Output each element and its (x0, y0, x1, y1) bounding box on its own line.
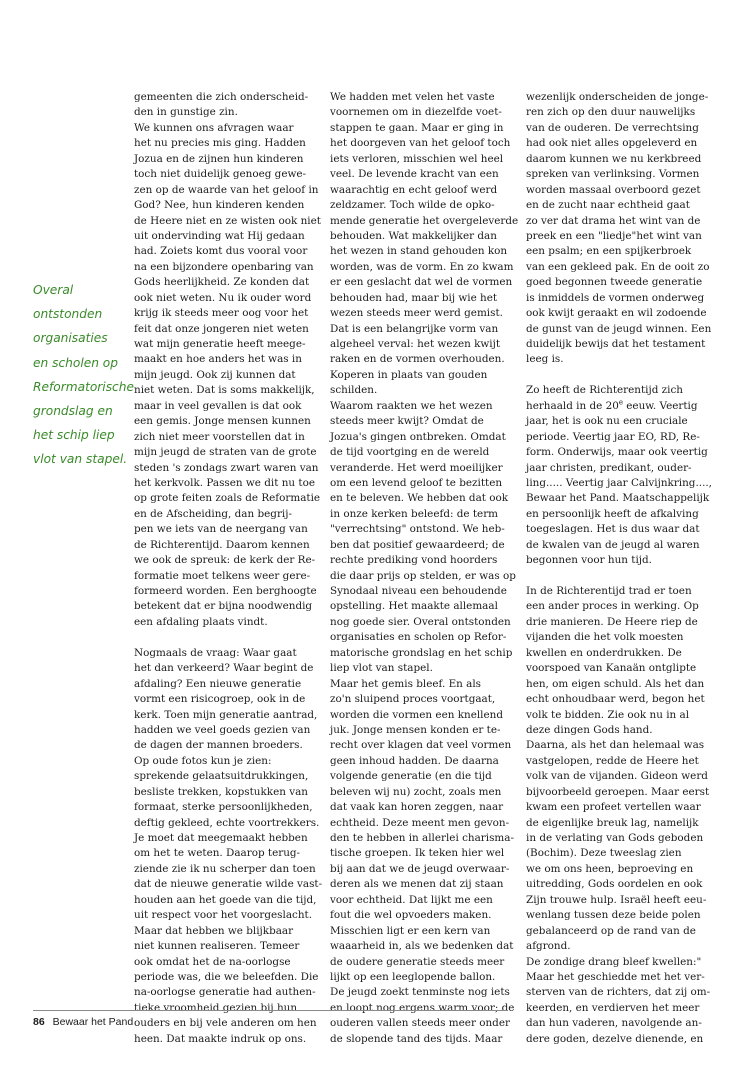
body-text-line: leeg is. (526, 353, 564, 366)
body-text-line: afgrond. (526, 940, 571, 953)
body-text-line: maakt en hoe anders het was in (134, 353, 302, 366)
body-text-line: en persoonlijk heeft de afkalving (526, 507, 699, 520)
body-text-line: veel. De levende kracht van een (330, 168, 499, 181)
paragraph-gap (526, 569, 706, 584)
body-text-line: zo'n sluipend proces voortgaat, (330, 693, 496, 706)
body-text-line: liep vlot van stapel. (330, 662, 433, 675)
body-text-line: toegeslagen. Het is dus waar dat (526, 523, 700, 536)
body-text-line: kwellen en onderdrukken. De (526, 646, 682, 659)
body-text-line: zeldzamer. Toch wilde de opko- (330, 199, 495, 212)
body-text-line: De jeugd zoekt tenminste nog iets (330, 986, 510, 999)
body-text-line: zich niet meer voorstellen dat in (134, 430, 305, 443)
text-column-2 (330, 90, 519, 1047)
body-text-line: betekent dat er bijna noodwendig (134, 600, 313, 613)
body-text-line: deze dingen Gods hand. (526, 723, 653, 736)
pull-quote-line: Overal (33, 283, 74, 297)
body-text-line: deftig gekleed, echte voortrekkers. (134, 816, 320, 829)
body-text-line: herhaald in de 20e eeuw. Veertig (526, 398, 698, 412)
body-text-line: de dagen der mannen broeders. (134, 739, 303, 752)
body-text-line: behouden. Wat makkelijker dan (330, 229, 497, 242)
body-text-line: volgende generatie (en die tijd (330, 770, 492, 783)
body-text-line: afdaling? Een nieuwe generatie (134, 677, 302, 690)
body-text-line: ling..... Veertig jaar Calvijnkring...., (526, 476, 712, 489)
body-text-line: drie manieren. De Heere riep de (526, 615, 698, 628)
body-text-line: ook omdat het de na-oorlogse (134, 955, 291, 968)
body-text-line: hadden we veel goeds gezien van (134, 723, 311, 736)
body-text-line: het wezen in stand gehouden kon (330, 245, 508, 258)
body-text-line: algeheel verval: het wezen kwijt (330, 338, 501, 350)
body-text-line: juk. Jonge mensen konden er te- (330, 723, 501, 736)
body-text-line: spreken van verlinksing. Vormen (526, 168, 700, 181)
body-text-line: besliste trekken, kopstukken van (134, 785, 308, 798)
body-text-line: recht over klagen dat veel vormen (330, 739, 512, 752)
body-text-line: steden 's zondags zwart waren van (134, 461, 319, 474)
body-text-line: Synodaal niveau een behoudende (330, 585, 507, 597)
body-text-line: zen op de waarde van het geloof in (134, 183, 319, 196)
body-text-line: bij aan dat we de jeugd overwaar- (330, 862, 510, 875)
body-text-line: ook kwijt geraakt en wil zodoende (526, 307, 707, 320)
body-text-line: dat vaak kan horen zeggen, naar (330, 801, 504, 814)
body-text-line: worden massaal overboord gezet (526, 183, 701, 196)
body-text-line: form. Onderwijs, maar ook veertig (526, 446, 708, 459)
body-text-line: fout die wel opvoeders maken. (330, 909, 492, 922)
body-text-line: formaat, sterke persoonlijkheden, (134, 801, 313, 814)
body-text-line: begonnen voor hun tijd. (526, 554, 652, 567)
body-text-line: duidelijk bewijs dat het testament (526, 338, 706, 350)
body-text-line: en loopt nog ergens warm voor; de (330, 1001, 515, 1014)
body-text-line: de slopende tand des tijds. Maar (330, 1032, 503, 1045)
body-text-line: geen inhoud hadden. De daarna (330, 754, 499, 767)
body-text-line: kwam een profeet vertellen waar (526, 801, 701, 814)
body-text-line: pen we iets van de neergang van (134, 523, 308, 536)
body-text-line: rechte prediking vond hoorders (330, 554, 498, 567)
pull-quote-line: organisaties (33, 331, 108, 346)
body-text-line: sprekende gelaatsuitdrukkingen, (134, 770, 309, 783)
body-text-line: dere goden, dezelve dienende, en (526, 1032, 704, 1045)
text-column-3 (526, 90, 712, 1047)
body-text-line: stappen te gaan. Maar er ging in (330, 121, 504, 134)
body-text-line: tieke vroomheid gezien bij hun (134, 1001, 298, 1014)
body-text-line: Maar het geschiedde met het ver- (526, 970, 705, 983)
footer-divider (33, 1010, 507, 1011)
body-text-line: Waarom raakten we het wezen (330, 399, 493, 412)
body-text-line: Gods heerlijkheid. Ze konden dat (134, 276, 310, 289)
body-text-line: De zondige drang bleef kwellen:" (526, 955, 702, 968)
body-text-line: Jozua's gingen ontbreken. Omdat (330, 430, 506, 443)
body-text-line: nog goede sier. Overal ontstonden (330, 615, 511, 628)
body-text-line: veranderde. Het werd moeilijker (330, 461, 503, 474)
body-text-line: opstelling. Het maakte allemaal (330, 600, 498, 613)
body-text-line: tische groepen. Ik teken hier wel (330, 847, 505, 860)
body-text-line: Dat is een belangrijke vorm van (330, 322, 499, 335)
body-text-line: Zijn trouwe hulp. Israël heeft eeu- (526, 893, 707, 906)
body-text-line: uit respect voor het voorgeslacht. (134, 909, 313, 922)
body-text-line: een afdaling plaats vindt. (134, 615, 268, 628)
paragraph-gap (526, 368, 706, 383)
pull-quote-line: het schip liep (33, 428, 115, 443)
body-text-line: mende generatie het overgeleverde (330, 214, 519, 227)
body-text-line: periode. Veertig jaar EO, RD, Re- (526, 430, 700, 443)
body-text-line: Koperen in plaats van gouden (330, 368, 488, 381)
body-text-line: na een bijzondere openbaring van (134, 260, 314, 273)
body-text-line: matorische grondslag en het schip (330, 646, 513, 659)
body-text-line: iets verloren, misschien wel heel (330, 152, 504, 165)
body-text-line: de tijd voortging en de wereld (330, 446, 490, 459)
body-text-line: en de Afscheiding, dan begrij- (134, 507, 292, 520)
body-text-line: had ook niet alles opgeleverd en (526, 137, 698, 150)
body-text-line: Je moet dat meegemaakt hebben (134, 832, 308, 844)
body-text-line: waaarheid in, als we bedenken dat (330, 940, 514, 953)
body-text-line: Nogmaals de vraag: Waar gaat (134, 646, 297, 659)
body-text-line: de oudere generatie steeds meer (330, 955, 505, 968)
body-text-line: voorspoed van Kanaän ontglipte (526, 662, 697, 675)
paragraph-gap (134, 630, 309, 645)
body-text-line: dat de nieuwe generatie wilde vast- (134, 878, 323, 891)
body-text-line: is inmiddels de vormen onderweg (526, 291, 705, 304)
body-text-line: uit ondervinding wat Hij gedaan (134, 229, 305, 242)
body-text-line: niet kunnen realiseren. Temeer (134, 940, 300, 953)
body-text-line: toch niet duidelijk genoeg gewe- (134, 168, 307, 181)
body-text-line: had. Zoiets komt dus vooral voor (134, 245, 308, 258)
body-text-line: er een geslacht dat wel de vormen (330, 276, 513, 289)
body-text-line: schilden. (330, 384, 378, 397)
body-text-line: jaar christen, predikant, ouder- (526, 461, 692, 474)
body-text-line: na-oorlogse generatie had authen- (134, 986, 316, 999)
body-text-line: krijg ik steeds meer oog voor het (134, 307, 309, 320)
body-text-line: dan hun vaderen, navolgende an- (526, 1017, 702, 1030)
body-text-line: ben dat positief gewaardeerd; de (330, 538, 505, 551)
body-text-line: Bewaar het Pand. Maatschappelijk (526, 492, 710, 505)
body-text-line: gemeenten die zich onderscheid- (134, 91, 309, 103)
body-text-line: den in gunstige zin. (134, 106, 238, 119)
body-text-line: zo ver dat drama het wint van de (526, 214, 701, 227)
body-text-line: Maar dat hebben we blijkbaar (134, 924, 294, 937)
text-column-1 (134, 90, 323, 1047)
body-text-line: Misschien ligt er een kern van (330, 924, 491, 937)
body-text-line: heen. Dat maakte indruk op ons. (134, 1032, 307, 1045)
body-text-line: vormt een risicogroep, ook in de (134, 693, 306, 706)
body-text-line: het kerkvolk. Passen we dit nu toe (134, 476, 315, 489)
pull-quote-line: vlot van stapel. (33, 452, 128, 467)
body-text-line: worden, was de vorm. En zo kwam (330, 260, 514, 273)
body-text-line: een gemis. Jonge mensen kunnen (134, 415, 311, 428)
body-text-line: echt onhoudbaar werd, begon het (526, 693, 705, 706)
pull-quote-line: grondslag en (33, 404, 113, 419)
body-text-line: organisaties en scholen op Refor- (330, 631, 507, 644)
body-text-line: preek en een "liedje"het wint van (526, 229, 702, 242)
body-text-line: deren als we menen dat zij staan (330, 878, 504, 891)
body-text-line: een ander proces in werking. Op (526, 600, 699, 613)
body-text-line: behouden had, maar bij wie het (330, 291, 498, 304)
body-text-line: van de ouderen. De verrechtsing (526, 121, 699, 134)
body-text-line: raken en de vormen overhouden. (330, 353, 505, 366)
body-text-line: kerk. Toen mijn generatie aantrad, (134, 708, 318, 721)
body-text-line: vijanden die het volk moesten (526, 631, 684, 644)
body-text-line: die daar prijs op stelden, er was op (330, 569, 516, 582)
body-text-line: vastgelopen, redde de Heere het (526, 754, 699, 767)
body-text-line: het nu precies mis ging. Hadden (134, 137, 306, 150)
body-text-line: ren zich op den duur nauwelijks (526, 106, 696, 119)
body-text-line: hen, om eigen schuld. Als het dan (526, 677, 705, 690)
body-text-line: goed begonnen tweede generatie (526, 276, 703, 289)
body-text-line: de Richterentijd. Daarom kennen (134, 538, 310, 551)
body-text-line: we om ons heen, beproeving en (526, 862, 694, 875)
body-text-line: daarom kunnen we nu kerkbreed (526, 152, 702, 165)
body-text-line: Daarna, als het dan helemaal was (526, 739, 705, 752)
body-text-line: in de verlating van Gods geboden (526, 832, 704, 844)
body-text-line: jaar, het is ook nu een cruciale (526, 415, 688, 428)
body-text-line: sterven van de richters, dat zij om- (526, 986, 711, 999)
body-text-line: uitredding, Gods oordelen en ook (526, 878, 703, 891)
body-text-line: We kunnen ons afvragen waar (134, 121, 294, 134)
body-text-line: wezen steeds meer werd gemist. (330, 307, 503, 320)
body-text-line: voornemen om in diezelfde voet- (330, 106, 502, 119)
body-text-line: ziende zie ik nu scherper dan toen (134, 862, 316, 875)
body-text-line: het doorgeven van het geloof toch (330, 137, 511, 150)
body-text-line: We hadden met velen het vaste (330, 91, 495, 103)
body-text-line: de kwalen van de jeugd al waren (526, 538, 700, 551)
body-text-line: de Heere niet en ze wisten ook niet (134, 214, 321, 227)
pull-quote-line: en scholen op (33, 355, 119, 370)
body-text-line: mijn jeugd. Ook zij kunnen dat (134, 368, 296, 381)
body-text-line: van een gekleed pak. En de ooit zo (526, 260, 710, 273)
body-text-line: periode was, die we beleefden. Die (134, 970, 319, 983)
body-text-line: wezenlijk onderscheiden de jonge- (526, 91, 709, 103)
body-text-line: (Bochim). Deze tweeslag zien (526, 847, 682, 860)
body-text-line: formeerd worden. Een berghoogte (134, 585, 317, 597)
body-text-line: mijn jeugd de straten van de grote (134, 446, 317, 459)
body-text-line: op grote feiten zoals de Reformatie (134, 492, 321, 505)
body-text-line: gebalanceerd op de rand van de (526, 924, 696, 937)
body-text-line: volk te bidden. Zie ook nu in al (526, 708, 690, 721)
body-text-line: formatie moet telkens weer gere- (134, 569, 311, 582)
body-text-line: worden die vormen een knellend (330, 708, 503, 721)
pull-quote-line: ontstonden (33, 307, 103, 322)
body-text-line: feit dat onze jongeren niet weten (134, 322, 309, 335)
body-text-line: Jozua en de zijnen hun kinderen (134, 152, 304, 165)
body-text-line: bijvoorbeeld geroepen. Maar eerst (526, 785, 710, 798)
body-text-line: ouders en bij vele anderen om hen (134, 1017, 317, 1030)
body-text-line: In de Richterentijd trad er toen (526, 585, 692, 597)
body-text-line: in onze kerken beleefd: de term (330, 507, 499, 520)
body-text-line: God? Nee, hun kinderen kenden (134, 199, 305, 212)
body-text-line: lijkt op een leeglopende ballon. (330, 970, 496, 983)
body-text-line: niet weten. Dat is soms makkelijk, (134, 384, 315, 397)
body-text-line: volk van de vijanden. Gideon werd (526, 770, 708, 783)
body-text-line: Maar het gemis bleef. En als (330, 677, 482, 690)
pull-quote (33, 278, 133, 472)
page-number: 86 (33, 1016, 45, 1028)
body-text-line: den te hebben in allerlei charisma- (330, 832, 514, 844)
body-text-line: om het te weten. Daarop terug- (134, 847, 301, 860)
body-text-line: beleven wij nu) zocht, zoals men (330, 785, 502, 798)
body-text-line: het dan verkeerd? Waar begint de (134, 662, 314, 675)
body-text-line: voor echtheid. Dat lijkt me een (330, 893, 493, 906)
body-text-line: houden aan het goede van die tijd, (134, 893, 317, 906)
page-footer (33, 1016, 133, 1028)
body-text-line: "verrechtsing" ontstond. We heb- (330, 523, 505, 536)
body-text-line: de eigenlijke breuk lag, namelijk (526, 816, 699, 829)
body-text-line: ouderen vallen steeds meer onder (330, 1017, 510, 1030)
body-text-line: wenlang tussen deze beide polen (526, 909, 701, 922)
body-text-line: en de zucht naar echtheid gaat (526, 199, 690, 212)
pull-quote-line: Reformatorische (33, 379, 134, 394)
body-text-line: en te beleven. We hebben dat ook (330, 492, 509, 505)
body-text-line: waarachtig en echt geloof werd (330, 183, 498, 196)
body-text-line: om een levend geloof te bezitten (330, 476, 503, 489)
body-text-line: maar in veel gevallen is dat ook (134, 399, 302, 412)
body-text-line: steeds meer kwijt? Omdat de (330, 415, 484, 428)
body-text-line: keerden, en verdierven het meer (526, 1001, 700, 1014)
body-text-line: we ook de spreuk: de kerk der Re- (134, 554, 316, 567)
publication-title: Bewaar het Pand (52, 1016, 134, 1028)
body-text-line: de gunst van de jeugd winnen. Een (526, 322, 712, 335)
body-text-line: een psalm; en een spijkerbroek (526, 245, 692, 258)
body-text-line: ook niet weten. Nu ik ouder word (134, 291, 312, 304)
body-text-line: Zo heeft de Richterentijd zich (526, 384, 683, 397)
body-text-line: Op oude fotos kun je zien: (134, 754, 272, 767)
body-text-line: wat mijn generatie heeft meege- (134, 338, 306, 350)
body-text-line: echtheid. Deze meent men gevon- (330, 816, 510, 829)
